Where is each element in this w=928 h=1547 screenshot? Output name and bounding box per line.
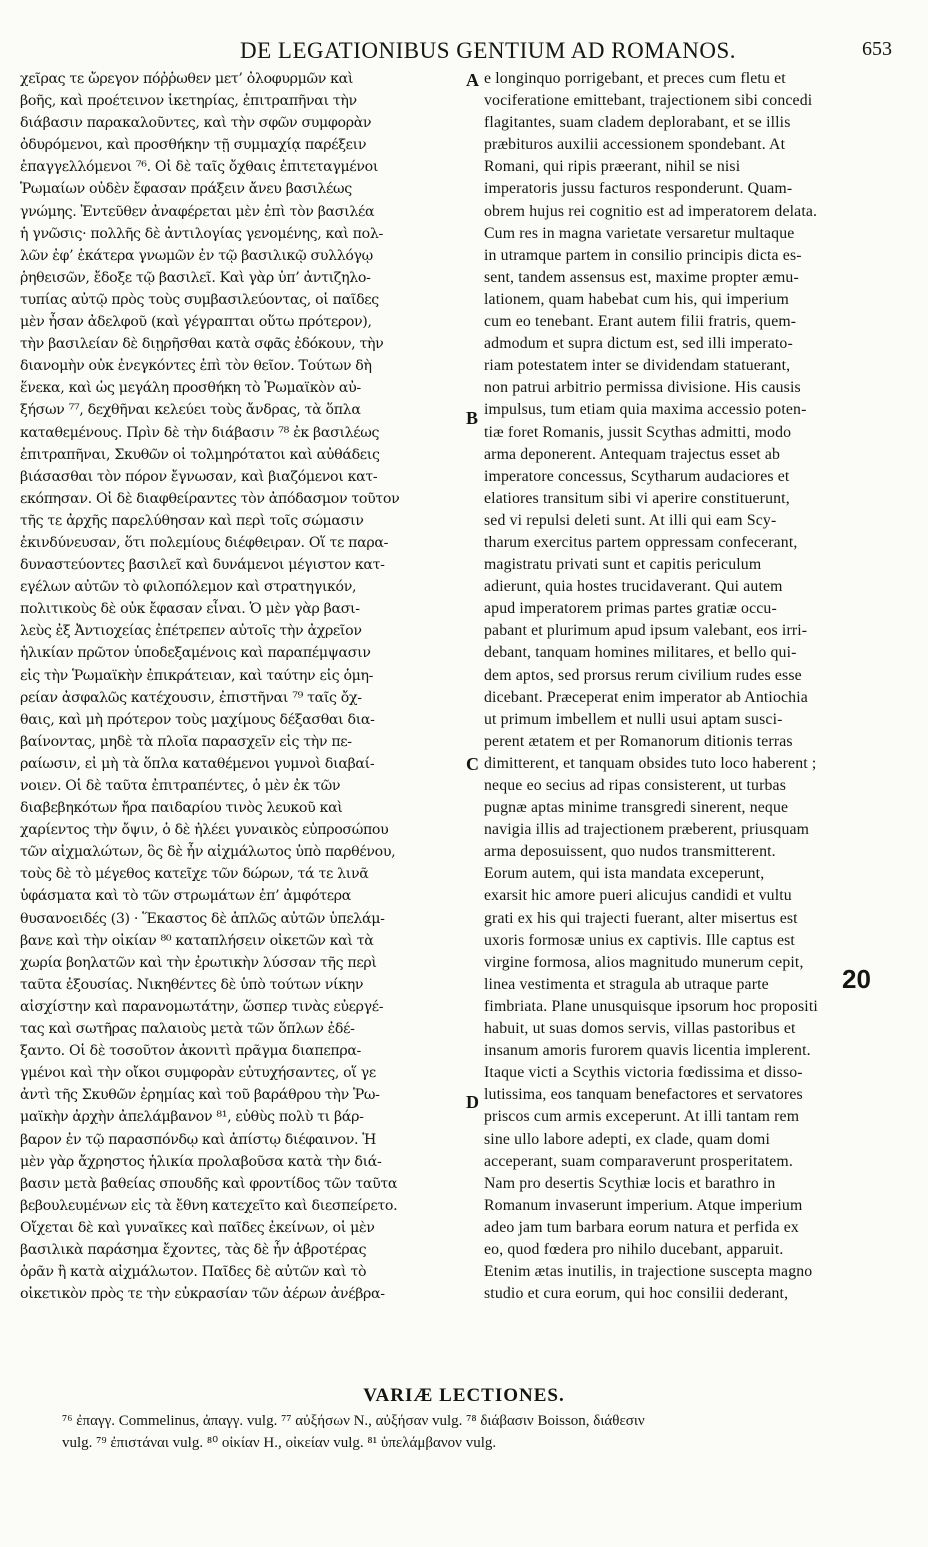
- latin-text-line: Romani, qui ripis præerant, nihil se nisi: [484, 158, 741, 176]
- latin-text-line: imperatore concessus, Scytharum audaciores et: [484, 467, 790, 485]
- greek-text-line: χαρίεντος τὴν ὄψιν, ὁ δὲ ἠλέει γυναικὸς εὐπροσώπου: [20, 822, 389, 839]
- latin-text-line: imperatoris jussu facturos responderunt. Quam-: [484, 180, 793, 198]
- margin-marker-b: B: [466, 408, 479, 428]
- latin-text-line: præbituros auxilii accessionem spondebant. At: [484, 136, 786, 154]
- margin-marker-a: A: [466, 70, 479, 90]
- latin-text-line: ut primum imbellem et nulli usui aptam susci-: [484, 710, 783, 728]
- greek-text-line: τῆς τε ἀρχῆς παρελύθησαν καὶ περὶ τοῖς σώμασιν: [20, 512, 364, 529]
- greek-text-line: οἰκετικὸν πρὸς τε τὴν εὐκρασίαν τῶν ἀέρων ἀνέβρα-: [20, 1286, 385, 1303]
- page-number: 653: [862, 38, 892, 60]
- greek-text-line: ἕνεκα, καὶ ὡς μεγάλη προσθήκη τὸ Ῥωμαϊκὸν αὐ-: [20, 380, 361, 397]
- greek-text-line: διανομὴν οὐκ ἐνεγκόντες ἐπὶ τὸν θεῖον. Τούτων δὴ: [20, 358, 372, 375]
- greek-text-line: γνώμης. Ἐντεῦθεν ἀναφέρεται μὲν ἐπὶ τὸν βασιλέα: [20, 203, 375, 220]
- latin-text-line: priscos cum armis exceperunt. At illi tantam rem: [484, 1108, 800, 1126]
- latin-text-line: cum eo tenebant. Erant autem filii fratris, quem-: [484, 313, 797, 331]
- greek-text-line: ὁρᾶν ἢ κατὰ αἰχμάλωτον. Παῖδες δὲ αὐτῶν καὶ τὸ: [20, 1264, 367, 1281]
- margin-marker-d: D: [466, 1092, 479, 1112]
- greek-text-line: θυσανοειδές (3) · Ἕκαστος δὲ ἁπλῶς αὐτῶν ὑπελάμ-: [20, 910, 385, 927]
- greek-text-line: ρείαν ἀσφαλῶς κατέχουσιν, ἐπιστῆναι ⁷⁹ ταῖς ὄχ-: [20, 689, 362, 706]
- latin-text-line: lutissima, eos tanquam benefactores et servatores: [484, 1086, 803, 1104]
- greek-text-line: λεὺς ἐξ Ἀντιοχείας ἐπέτρεπεν αὐτοῖς τὴν ἀχρεῖον: [20, 623, 362, 640]
- greek-text-line: λῶν ἐφ’ ἑκάτερα γνωμῶν ἐν τῷ βασιλικῷ συλλόγῳ: [20, 247, 373, 264]
- latin-text-line: sine ullo labore adepti, ex clade, quam domi: [484, 1130, 771, 1148]
- latin-text-line: perent ætatem et per Romanorum ditionis terras: [484, 732, 793, 750]
- variae-lectiones-notes: [62, 1410, 902, 1454]
- greek-text-line: ἀντὶ τῆς Σκυθῶν ἐρημίας καὶ τοῦ βαράθρου τὴν Ῥω-: [20, 1087, 380, 1104]
- latin-text-line: Cum res in magna varietate versaretur multaque: [484, 224, 795, 242]
- greek-text-line: εγέλων αὐτῶν τὸ φιλοπόλεμον καὶ στρατηγικόν,: [20, 579, 357, 596]
- latin-text-line: navigia illis ad trajectionem præberent, priusquam: [484, 821, 810, 839]
- greek-text-line: μαϊκὴν ἀρχὴν ἀπελάμβανον ⁸¹, εὐθὺς πολὺ τι βάρ-: [20, 1109, 364, 1126]
- greek-text-line: ἐκινδύνευσαν, ὅτι πολεμίους διέφθειραν. Οἵ τε παρα-: [20, 534, 389, 551]
- latin-text-line: non patrui arbitrio permissa divisione. His causis: [484, 379, 801, 397]
- greek-text-line: τυπίας αὐτῷ πρὸς τοὺς συμβασιλεύοντας, οἱ παῖδες: [20, 291, 379, 308]
- greek-text-line: γμένοι καὶ τὴν οἴκοι συμφορὰν εὐτυχήσαντες, οἵ γε: [20, 1065, 376, 1082]
- greek-text-line: τῶν αἰχμαλώτων, ὃς δὲ ἦν αἰχμάλωτος ὑπὸ παρθένου,: [20, 844, 396, 861]
- latin-text-line: vociferatione emittebant, trajectionem sibi concedi: [484, 92, 813, 110]
- latin-text-line: acceperant, suam comparaverunt prosperitatem.: [484, 1152, 793, 1170]
- latin-text-line: virgine formosa, alios magnitudo munerum cepit,: [484, 953, 804, 971]
- greek-text-line: Οἴχεται δὲ καὶ γυναῖκες καὶ παῖδες ἐκείνων, οἱ μὲν: [20, 1219, 375, 1236]
- greek-text-line: βασιν μετὰ βαθείας σπουδῆς καὶ φροντίδος τῶν ταῦτα: [20, 1175, 398, 1192]
- greek-text-line: τας καὶ σωτῆρας παλαιοὺς μετὰ τῶν ὅπλων ἐδέ-: [20, 1021, 355, 1038]
- greek-text-line: βανε καὶ τὴν οἰκίαν ⁸⁰ καταπλήσειν οἰκετῶν καὶ τὰ: [20, 932, 374, 949]
- latin-text-line: Nam pro desertis Scythiæ locis et barathro in: [484, 1174, 776, 1192]
- latin-text-line: uxoris formosæ unius ex captivis. Ille captus est: [484, 931, 795, 949]
- greek-text-line: μὲν γὰρ ἄχρηστος ἡλικία προλαβοῦσα κατὰ τὴν διά-: [20, 1153, 382, 1170]
- greek-text-line: ἐπαγγελλόμενοι ⁷⁶. Οἱ δὲ ταῖς ὄχθαις ἐπιτεταγμένοι: [20, 159, 379, 176]
- greek-text-line: βαρον ἐν τῷ παρασπόνδῳ καὶ ἀπίστῳ διέφαινον. Ἡ: [20, 1131, 377, 1148]
- greek-text-line: τὴν βασιλείαν δὲ διῃρῆσθαι κατὰ σφᾶς ἐδόκουν, τὴν: [20, 336, 384, 353]
- latin-text-line: tiæ foret Romanis, jussit Scythas admitti, modo: [484, 423, 792, 441]
- latin-text-line: arma deposuissent, quo nudos transmitterent.: [484, 843, 776, 861]
- running-title: DE LEGATIONIBUS GENTIUM AD ROMANOS.: [240, 38, 737, 63]
- latin-text-line: Etenim ætas inutilis, in trajectione suscepta magno: [484, 1263, 813, 1281]
- greek-text-line: Ῥωμαίων οὐδὲν ἔφασαν πράξειν ἄνευ βασιλέως: [20, 181, 352, 198]
- greek-text-line: θαις, καὶ μὴ πρότερον τοὺς μαχίμους δέξασθαι δια-: [20, 711, 375, 728]
- greek-text-line: καταθεμένους. Πρὶν δὲ τὴν διάβασιν ⁷⁸ ἐκ βασιλέως: [20, 424, 380, 441]
- variae-lectiones-title: VARIÆ LECTIONES.: [363, 1385, 565, 1406]
- margin-marker-c: C: [466, 754, 479, 774]
- latin-text-line: admodum et supra dictum est, sed illi imperato-: [484, 335, 793, 353]
- latin-text-line: sed vi repulsi deleti sunt. At illi qui eam Scy-: [484, 511, 777, 529]
- note-line: vulg. ⁷⁹ ἐπιστάναι vulg. ⁸⁰ οἰκίαν H., οἰκείαν vulg. ⁸¹ ὑπελάμβανον vulg.: [62, 1435, 497, 1451]
- latin-text-line: obrem hujus rei cognitio est ad imperatorem delata.: [484, 202, 818, 220]
- greek-text-line: δυναστεύοντες βασιλεῖ καὶ δυνάμενοι μέγιστον κατ-: [20, 557, 385, 574]
- latin-text-line: tharum exercitus partem oppressam confecerant,: [484, 533, 798, 551]
- latin-text-line: exarsit hic amore pueri alicujus candidi et vultu: [484, 887, 792, 905]
- greek-text-line: ἡ γνῶσις· πολλῆς δὲ ἀντιλογίας γενομένης, καὶ πολ-: [20, 225, 383, 242]
- latin-text-column: [484, 68, 904, 1368]
- greek-text-line: ὀδυρόμενοι, καὶ προσθήκην τῇ συμμαχίᾳ παρέξειν: [20, 137, 367, 154]
- greek-text-line: ἐπιτραπῆναι, Σκυθῶν οἱ τολμηρότατοι καὶ αὐθάδεις: [20, 446, 380, 463]
- greek-text-line: βιάσασθαι τὸν πόρον ἔγνωσαν, καὶ βιαζόμενοι κατ-: [20, 468, 378, 485]
- greek-text-line: διάβασιν παρακαλοῦντες, καὶ τὴν σφῶν συμφορὰν: [20, 115, 372, 132]
- latin-text-line: Romanum invaserunt imperium. Atque imperium: [484, 1196, 803, 1214]
- latin-text-line: grati ex his qui trajecti fuerant, alter misertus est: [484, 909, 798, 927]
- latin-text-line: magistratu privati sunt et capitis periculum: [484, 556, 762, 574]
- latin-text-line: dimitterent, et tanquam obsides tuto loco haberent ;: [484, 754, 817, 772]
- latin-text-line: dem aptos, sed prorsus rerum civilium rudes esse: [484, 666, 802, 684]
- page-header: [0, 38, 928, 70]
- greek-text-line: αἰσχίστην καὶ παρανομωτάτην, ὥσπερ τινὰς εὐεργέ-: [20, 998, 384, 1015]
- latin-text-line: dicebant. Præceperat enim imperator ab Antiochia: [484, 688, 808, 706]
- greek-text-line: ταῦτα ἐξουσίας. Νικηθέντες δὲ ὑπὸ τούτων νίκην: [20, 976, 364, 993]
- latin-text-line: e longinquo porrigebant, et preces cum fletu et: [484, 70, 786, 87]
- latin-text-line: apud imperatorem primas partes gratiæ occu-: [484, 600, 777, 618]
- greek-text-line: διαβεβηκότων ἤρα παιδαρίου τινὸς λευκοῦ καὶ: [20, 800, 343, 817]
- greek-text-line: νοιεν. Οἱ δὲ ταῦτα ἐπιτραπέντες, ὁ μὲν ἐκ τῶν: [20, 778, 341, 794]
- latin-text-line: in utramque partem in consilio principis dicta es-: [484, 246, 802, 264]
- greek-text-line: πολιτικοὺς δὲ οὐκ ἔφασαν εἶναι. Ὁ μὲν γὰρ βασι-: [20, 601, 360, 618]
- greek-text-column: [20, 68, 468, 1368]
- greek-text-line: τοὺς δὲ τὸ μέγεθος κατεῖχε τῶν δώρων, τά τε λινᾶ: [20, 866, 369, 883]
- latin-text-line: adeo jam tum barbara eorum natura et perfida ex: [484, 1218, 799, 1236]
- latin-text-line: linea vestimenta et stragula ab utraque parte: [484, 975, 769, 993]
- latin-text-line: fimbriata. Plane unusquisque ipsorum hoc propositi: [484, 997, 818, 1015]
- latin-text-line: pabant et plurimum apud ipsum valebant, eos irri-: [484, 622, 808, 640]
- greek-text-line: εκόπησαν. Οἱ δὲ διαφθείραντες τὸν ἀπόδασμον τοῦτον: [20, 490, 400, 507]
- greek-text-line: βοῆς, καὶ προέτεινον ἱκετηρίας, ἐπιτραπῆναι τὴν: [20, 93, 357, 110]
- greek-text-line: μὲν ἦσαν ἀδελφοῦ (καὶ γέγραπται οὕτω πρότερον),: [20, 314, 372, 331]
- latin-text-line: insanum amoris furorem quavis licentia implerent.: [484, 1042, 811, 1060]
- latin-text-line: riam potestatem inter se dividendam statuerant,: [484, 357, 791, 375]
- greek-text-line: βεβουλευμένων εἰς τὰ ἔθνη κατεχεῖτο καὶ διεσπείρετο.: [20, 1197, 398, 1214]
- latin-text-line: Itaque victi a Scythis victoria fœdissima et disso-: [484, 1064, 803, 1082]
- greek-text-line: ῥηθεισῶν, ἔδοξε τῷ βασιλεῖ. Καὶ γὰρ ὑπ’ ἀντιζηλο-: [20, 269, 371, 286]
- latin-text-line: Eorum autem, qui ista mandata exceperunt,: [484, 865, 765, 883]
- latin-text-line: adierunt, quia hostes trucidaverant. Qui autem: [484, 578, 783, 596]
- greek-text-line: χεῖρας τε ὤρεγον πόῤῥωθεν μετ’ ὀλοφυρμῶν καὶ: [20, 71, 354, 87]
- greek-text-line: ξήσων ⁷⁷, δεχθῆναι κελεύει τοὺς ἄνδρας, τὰ ὅπλα: [20, 402, 361, 419]
- greek-text-line: βασιλικὰ παράσημα ἔχοντες, τὰς δὲ ἦν ἁβροτέρας: [20, 1241, 367, 1258]
- latin-text-line: flagitantes, suam cladem deplorabant, et se illis: [484, 114, 791, 132]
- latin-text-line: arma deponerent. Antequam trajectus esset ab: [484, 445, 781, 463]
- latin-text-line: lationem, quam habebat cum his, qui imperium: [484, 290, 789, 308]
- greek-text-line: βαίνοντας, μηδὲ τὰ πλοῖα παρασχεῖν εἰς τὴν πε-: [20, 733, 352, 750]
- latin-text-line: studio et cura eorum, qui hoc consilii dederant,: [484, 1285, 789, 1303]
- greek-text-line: εἰς τὴν Ῥωμαϊκὴν ἐπικράτειαν, καὶ ταύτην εἰς ὁμη-: [20, 667, 374, 684]
- latin-text-line: neque eo secius ad ripas consisterent, ut turbas: [484, 777, 786, 794]
- note-line: ⁷⁶ ἐπαγγ. Commelinus, ἀπαγγ. vulg. ⁷⁷ αὐξήσων N., αὐξήσαν vulg. ⁷⁸ διάβασιν Boisson, διάθεσιν: [62, 1413, 645, 1429]
- greek-text-line: ἡλικίαν πρῶτον ὑποδεξαμένοις καὶ παραπέμψασιν: [20, 645, 371, 662]
- latin-text-line: eo, quod fœdera pro nihilo ducebant, apparuit.: [484, 1240, 784, 1258]
- latin-text-line: sent, tandem assensus est, maxime propter æmu-: [484, 268, 799, 286]
- latin-text-line: impulsus, tum etiam quia maxima accessio poten-: [484, 401, 807, 419]
- greek-text-line: χωρία βοηλατῶν καὶ τὴν ἐρωτικὴν λύσσαν τῆς περὶ: [20, 954, 377, 971]
- latin-text-line: habuit, ut suas domos servis, villas pastoribus et: [484, 1020, 796, 1038]
- greek-text-line: ξαντο. Οἱ δὲ τοσοῦτον ἀκονιτὶ πρᾶγμα διαπεπρα-: [20, 1043, 361, 1060]
- latin-text-line: pugnæ aptas minime transgredi sinerent, neque: [484, 799, 789, 817]
- section-number: 20: [842, 964, 871, 994]
- latin-text-line: elatiores transitum sibi vi aperire constituerunt,: [484, 489, 790, 507]
- greek-text-line: ὑφάσματα καὶ τὸ τῶν στρωμάτων ἐπ’ ἀμφότερα: [20, 888, 351, 905]
- greek-text-line: ραίωσιν, εἰ μὴ τὰ ὅπλα καταθέμενοι γυμνοὶ διαβαί-: [20, 755, 375, 772]
- latin-text-line: debant, tanquam homines militares, et bello qui-: [484, 644, 797, 662]
